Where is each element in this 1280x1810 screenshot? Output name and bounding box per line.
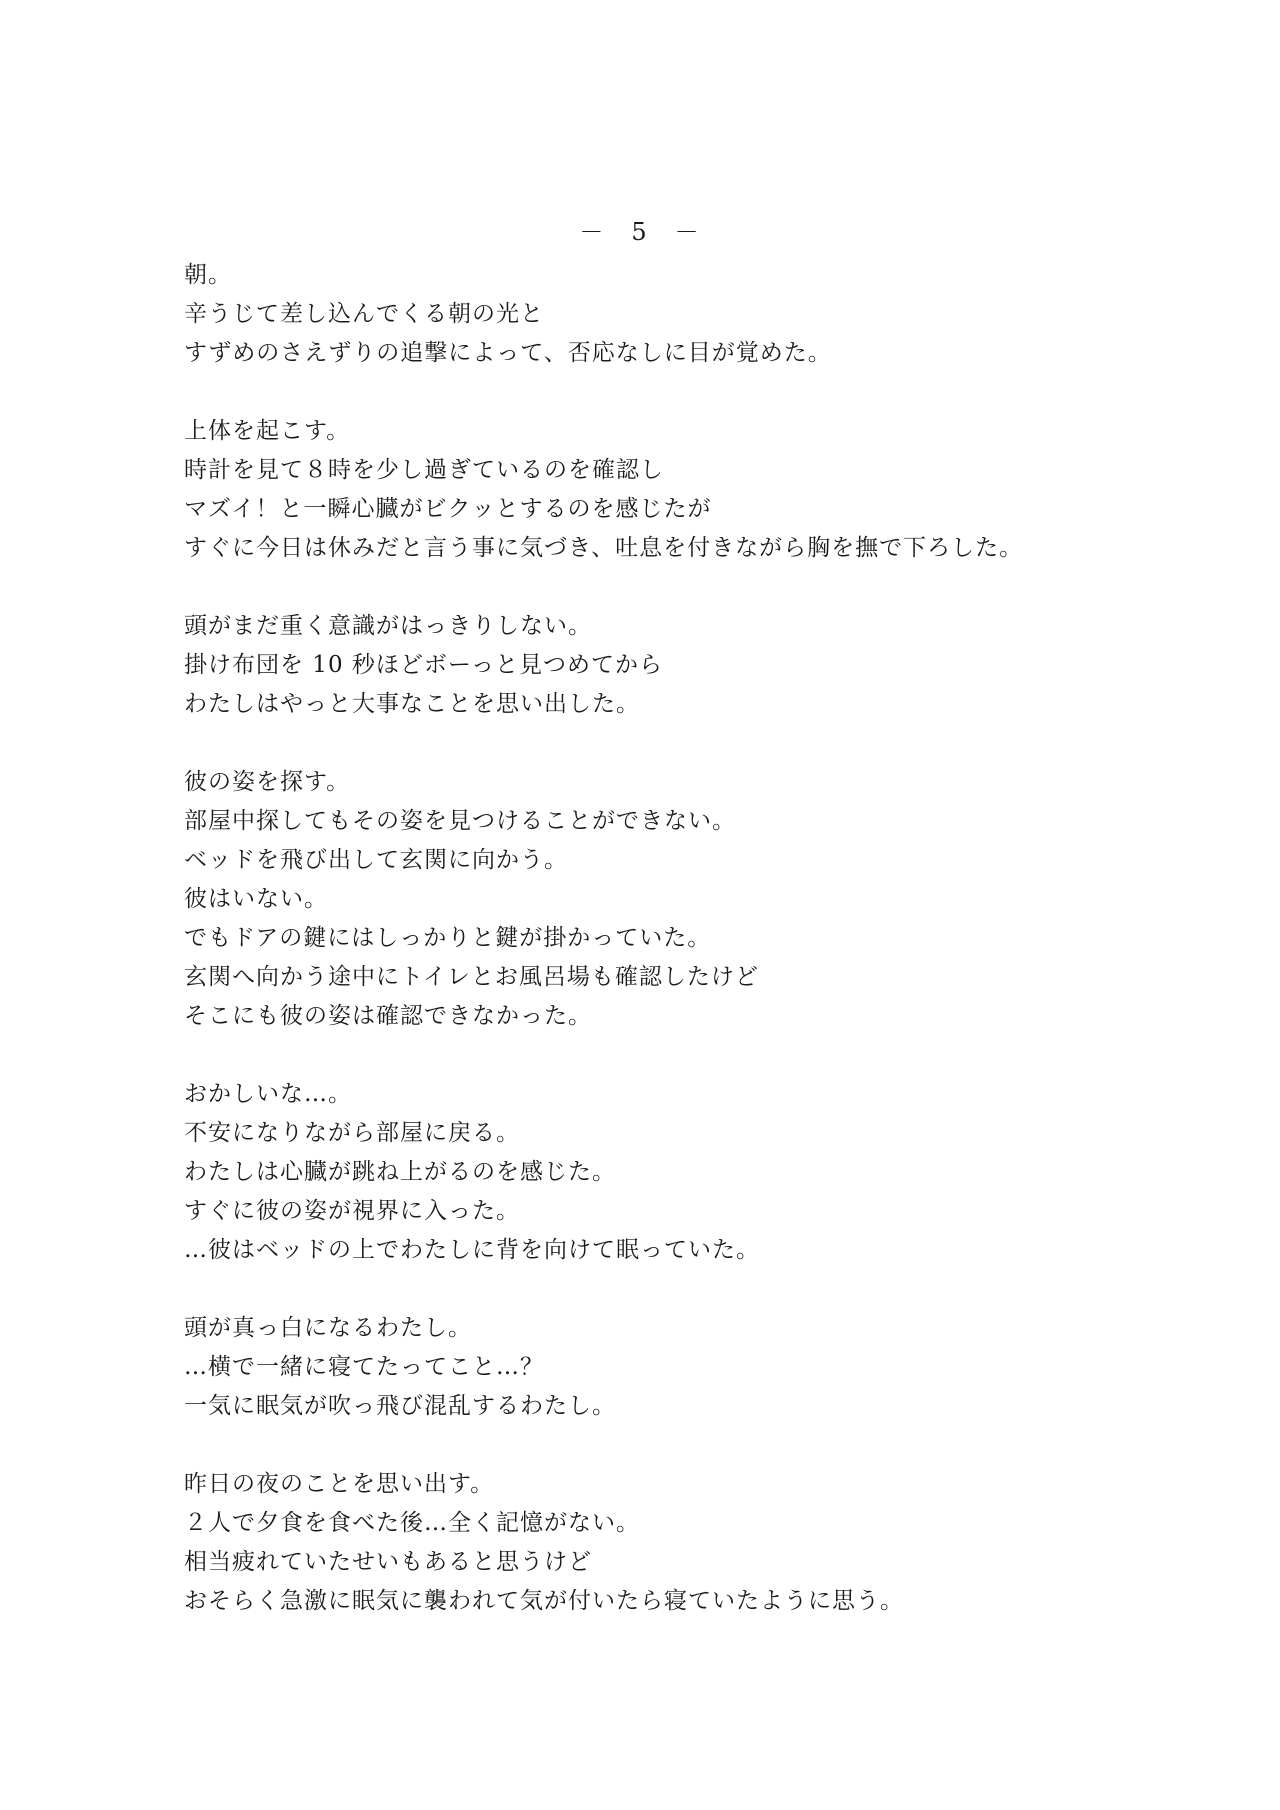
- paragraph: [184, 412, 1204, 568]
- paragraph: [184, 1465, 1204, 1621]
- text-line: すぐに彼の姿が視界に入った。: [184, 1198, 520, 1224]
- text-line: ベッドを飛び出して玄関に向かう。: [184, 847, 568, 873]
- text-line: わたしは心臓が跳ね上がるのを感じた。: [184, 1159, 616, 1185]
- text-line: ２人で夕食を食べた後…全く記憶がない。: [184, 1510, 640, 1536]
- text-line: 上体を起こす。: [184, 418, 351, 444]
- text-line: 頭がまだ重く意識がはっきりしない。: [184, 613, 592, 639]
- paragraph: [184, 1075, 1204, 1270]
- paragraph: [184, 607, 1204, 724]
- paragraph: [184, 1309, 1204, 1426]
- text-line: 彼の姿を探す。: [184, 769, 351, 795]
- page-number: － 5 －: [579, 218, 701, 246]
- paragraph: [184, 763, 1204, 1036]
- text-line: 時計を見て８時を少し過ぎているのを確認し: [184, 457, 664, 483]
- body-text: [184, 256, 1204, 1660]
- text-line: …横で一緒に寝てたってこと…？: [184, 1354, 544, 1380]
- text-line: すぐに今日は休みだと言う事に気づき、吐息を付きながら胸を撫で下ろした。: [184, 535, 1024, 561]
- text-line: 朝。: [184, 262, 232, 288]
- text-line: …彼はベッドの上でわたしに背を向けて眠っていた。: [184, 1237, 760, 1263]
- text-line: 一気に眠気が吹っ飛び混乱するわたし。: [184, 1393, 616, 1419]
- text-line: 相当疲れていたせいもあると思うけど: [184, 1549, 592, 1575]
- text-line: 昨日の夜のことを思い出す。: [184, 1471, 495, 1497]
- text-line: 玄関へ向かう途中にトイレとお風呂場も確認したけど: [184, 964, 759, 990]
- text-line: 辛うじて差し込んでくる朝の光と: [184, 301, 544, 327]
- text-line: マズイ！と一瞬心臓がビクッとするのを感じたが: [184, 496, 712, 522]
- text-line: 頭が真っ白になるわたし。: [184, 1315, 472, 1341]
- text-line: 不安になりながら部屋に戻る。: [184, 1120, 520, 1146]
- text-line: 彼はいない。: [184, 886, 328, 912]
- text-line: 掛け布団を 10 秒ほどボーっと見つめてから: [184, 652, 663, 678]
- text-line: おかしいな…。: [184, 1081, 352, 1107]
- text-line: わたしはやっと大事なことを思い出した。: [184, 691, 640, 717]
- text-line: そこにも彼の姿は確認できなかった。: [184, 1003, 592, 1029]
- text-line: でもドアの鍵にはしっかりと鍵が掛かっていた。: [184, 925, 712, 951]
- text-line: すずめのさえずりの追撃によって、否応なしに目が覚めた。: [184, 340, 832, 366]
- text-line: 部屋中探してもその姿を見つけることができない。: [184, 808, 736, 834]
- text-line: おそらく急激に眠気に襲われて気が付いたら寝ていたように思う。: [184, 1588, 904, 1614]
- paragraph: [184, 256, 1204, 373]
